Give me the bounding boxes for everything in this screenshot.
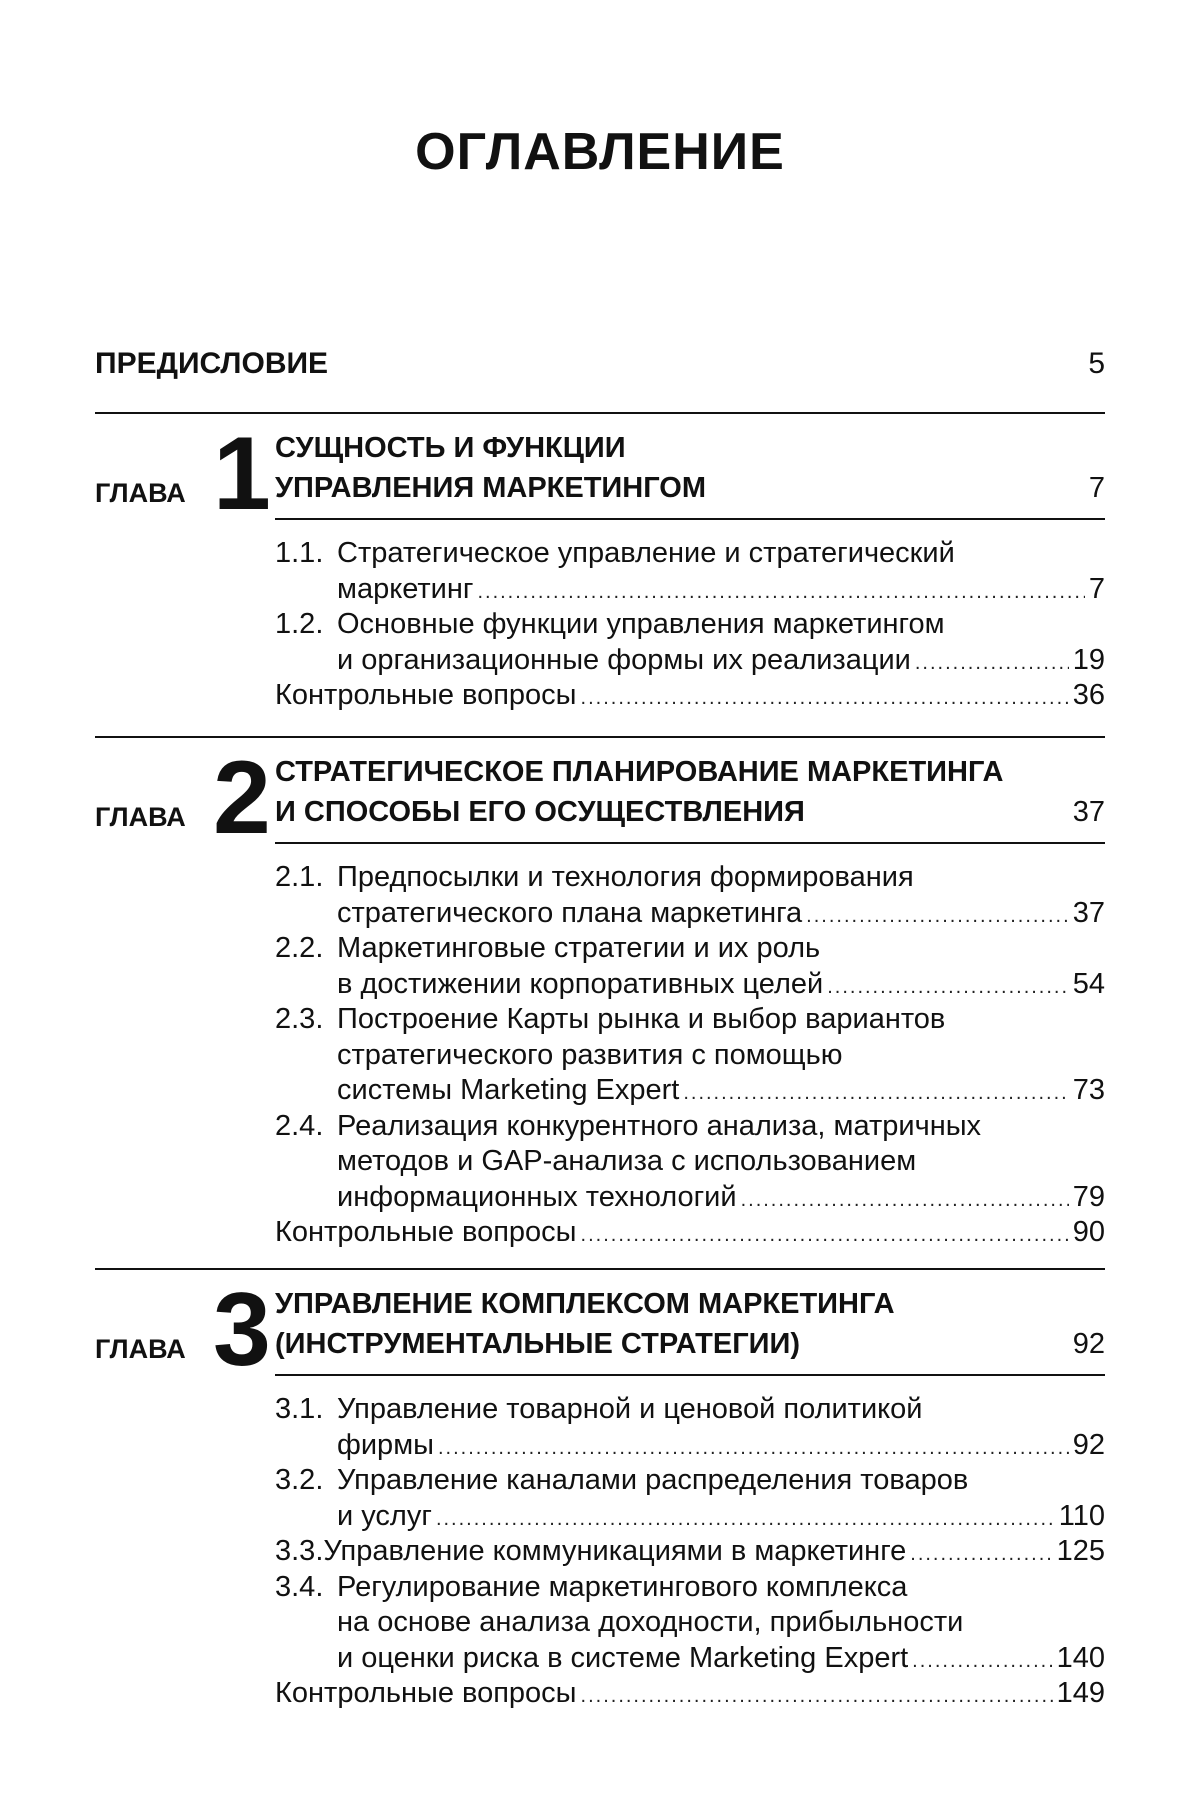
chapter-title-text: УПРАВЛЕНИЯ МАРКЕТИНГОМ — [275, 472, 706, 504]
dot-leader — [438, 1431, 1069, 1467]
chapter-title-text: (ИНСТРУМЕНТАЛЬНЫЕ СТРАТЕГИИ) — [275, 1328, 801, 1360]
section-number: 3.1. — [275, 1393, 324, 1425]
chapter-title-line — [275, 1324, 1105, 1364]
section-text: Контрольные вопросы — [275, 1677, 577, 1709]
section-page: 19 — [1072, 643, 1105, 676]
chapter-heading[interactable] — [95, 1272, 1105, 1388]
dot-leader — [915, 646, 1069, 682]
section-line — [275, 1676, 1105, 1712]
section-text: методов и GAP-анализа с использованием — [337, 1145, 917, 1177]
dot-leader — [436, 1502, 1055, 1538]
section-line — [275, 1392, 1105, 1428]
section-text: Предпосылки и технология формирования — [337, 861, 914, 893]
chapter-number: 2 — [213, 740, 271, 856]
section-text: Регулирование маркетингового комплекса — [337, 1570, 908, 1603]
section-line — [275, 1499, 1105, 1535]
chapter-title-text: И СПОСОБЫ ЕГО ОСУЩЕСТВЛЕНИЯ — [275, 796, 805, 828]
chapter-title — [275, 428, 1105, 508]
section-line — [275, 643, 1105, 679]
section-page: 7 — [1088, 572, 1105, 605]
section-line — [275, 1180, 1105, 1216]
section-text: Маркетинговые стратегии и их роль — [337, 932, 821, 964]
chapter-number: 3 — [213, 1272, 271, 1388]
section-number: 1.2. — [275, 608, 324, 640]
chapter-divider — [95, 412, 1105, 414]
section-line — [275, 572, 1105, 608]
section-line — [275, 1144, 1105, 1180]
section-text: Основные функции управления маркетингом — [337, 608, 945, 640]
section-page: 90 — [1072, 1216, 1105, 1248]
section-number: 3.4. — [275, 1570, 324, 1603]
chapter-title-underline — [275, 842, 1105, 844]
chapter-page: 7 — [1088, 472, 1105, 504]
section-page: 110 — [1058, 1499, 1105, 1532]
chapter-title-underline — [275, 518, 1105, 520]
dot-leader — [912, 1644, 1052, 1680]
section-number: 3.3. — [275, 1535, 324, 1567]
section-text: и оценки риска в системе Marketing Expert — [337, 1641, 909, 1674]
preface-label: ПРЕДИСЛОВИЕ — [95, 347, 329, 380]
section-text: системы Marketing Expert — [337, 1074, 680, 1106]
section-text: Стратегическое управление и стратегический — [337, 537, 955, 569]
chapter-page: 92 — [1072, 1328, 1105, 1360]
chapter-heading[interactable] — [95, 416, 1105, 532]
section-text: Контрольные вопросы — [275, 1216, 577, 1248]
dot-leader — [806, 899, 1069, 935]
section-line — [275, 1073, 1105, 1109]
chapter-title — [275, 752, 1105, 832]
section-entry[interactable] — [275, 860, 1105, 931]
preface-page: 5 — [1088, 347, 1105, 380]
chapter-divider — [95, 736, 1105, 738]
section-line — [275, 1641, 1105, 1677]
section-line — [275, 1605, 1105, 1641]
section-line — [275, 1002, 1105, 1038]
section-entry[interactable] — [275, 1463, 1105, 1534]
section-text: в достижении корпоративных целей — [337, 967, 824, 1000]
chapter-page: 37 — [1072, 796, 1105, 828]
section-number: 2.4. — [275, 1109, 324, 1142]
section-line — [275, 1570, 1105, 1606]
review-questions-entry[interactable] — [275, 1215, 1105, 1251]
section-text: Управление каналами распределения товаров — [337, 1464, 969, 1496]
section-line — [275, 1428, 1105, 1464]
dot-leader — [581, 681, 1069, 717]
section-list — [275, 536, 1105, 714]
section-entry[interactable] — [275, 536, 1105, 607]
section-line — [275, 536, 1105, 572]
section-number: 3.2. — [275, 1464, 324, 1496]
section-line — [275, 1463, 1105, 1499]
section-text: маркетинг — [337, 572, 474, 605]
chapter-title-line — [275, 792, 1105, 832]
review-questions-entry[interactable] — [275, 1676, 1105, 1712]
chapter-title — [275, 1284, 1105, 1364]
section-text: Построение Карты рынка и выбор вариантов — [337, 1003, 946, 1035]
section-text: информационных технологий — [337, 1180, 737, 1213]
section-page: 92 — [1072, 1428, 1105, 1461]
section-text: Управление товарной и ценовой политикой — [337, 1393, 923, 1425]
section-list — [275, 860, 1105, 1251]
section-number: 2.3. — [275, 1003, 324, 1035]
dot-leader — [683, 1076, 1068, 1112]
section-line — [275, 1534, 1105, 1570]
section-text: и организационные формы их реализации — [337, 643, 911, 676]
section-text: Контрольные вопросы — [275, 679, 577, 711]
section-page: 73 — [1072, 1074, 1105, 1106]
chapter-title-line: УПРАВЛЕНИЕ КОМПЛЕКСОМ МАРКЕТИНГА — [275, 1288, 895, 1320]
chapter-number: 1 — [213, 416, 271, 532]
section-line — [275, 1109, 1105, 1145]
chapter-title-line: СТРАТЕГИЧЕСКОЕ ПЛАНИРОВАНИЕ МАРКЕТИНГА — [275, 756, 1004, 788]
section-text: Управление коммуникациями в маркетинге — [323, 1535, 907, 1567]
section-entry[interactable] — [275, 1392, 1105, 1463]
section-page: 37 — [1072, 896, 1105, 929]
section-text: и услуг — [337, 1499, 432, 1532]
section-text: фирмы — [337, 1428, 434, 1461]
section-page: 125 — [1056, 1535, 1105, 1567]
section-entry[interactable] — [275, 607, 1105, 678]
section-text: Реализация конкурентного анализа, матричных — [337, 1109, 982, 1142]
chapter-word: ГЛАВА — [95, 1334, 186, 1364]
chapter-word: ГЛАВА — [95, 802, 186, 832]
dot-leader — [581, 1679, 1053, 1715]
page-title: ОГЛАВЛЕНИЕ — [415, 123, 785, 181]
section-line — [275, 1038, 1105, 1074]
preface-entry[interactable] — [95, 344, 1105, 384]
section-entry[interactable] — [275, 931, 1105, 1002]
chapter-word: ГЛАВА — [95, 478, 186, 508]
section-entry[interactable] — [275, 1002, 1105, 1109]
section-line — [275, 607, 1105, 643]
section-page: 149 — [1056, 1677, 1105, 1709]
section-number: 2.2. — [275, 932, 324, 964]
section-line — [275, 678, 1105, 714]
section-text: на основе анализа доходности, прибыльности — [337, 1606, 964, 1638]
review-questions-entry[interactable] — [275, 678, 1105, 714]
section-line — [275, 1215, 1105, 1251]
section-page: 36 — [1072, 679, 1105, 711]
dot-leader — [910, 1537, 1052, 1573]
section-page: 140 — [1056, 1641, 1105, 1674]
section-entry[interactable] — [275, 1534, 1105, 1570]
section-text: стратегического плана маркетинга — [337, 896, 803, 929]
section-entry[interactable] — [275, 1570, 1105, 1677]
section-page: 79 — [1072, 1180, 1105, 1213]
section-line — [275, 967, 1105, 1003]
chapter-heading[interactable] — [95, 740, 1105, 856]
section-number: 2.1. — [275, 861, 324, 893]
chapter-divider — [95, 1268, 1105, 1270]
chapter-title-line: СУЩНОСТЬ И ФУНКЦИИ — [275, 432, 626, 464]
section-line — [275, 860, 1105, 896]
dot-leader — [581, 1218, 1069, 1254]
dot-leader — [741, 1183, 1069, 1219]
chapter-title-line — [275, 468, 1105, 508]
dot-leader — [477, 575, 1084, 611]
section-entry[interactable] — [275, 1109, 1105, 1216]
chapter-title-underline — [275, 1374, 1105, 1376]
section-number: 1.1. — [275, 537, 324, 569]
section-page: 54 — [1072, 967, 1105, 1000]
section-text: стратегического развития с помощью — [337, 1038, 843, 1071]
section-line — [275, 931, 1105, 967]
section-line — [275, 896, 1105, 932]
section-list — [275, 1392, 1105, 1712]
dot-leader — [827, 970, 1069, 1006]
